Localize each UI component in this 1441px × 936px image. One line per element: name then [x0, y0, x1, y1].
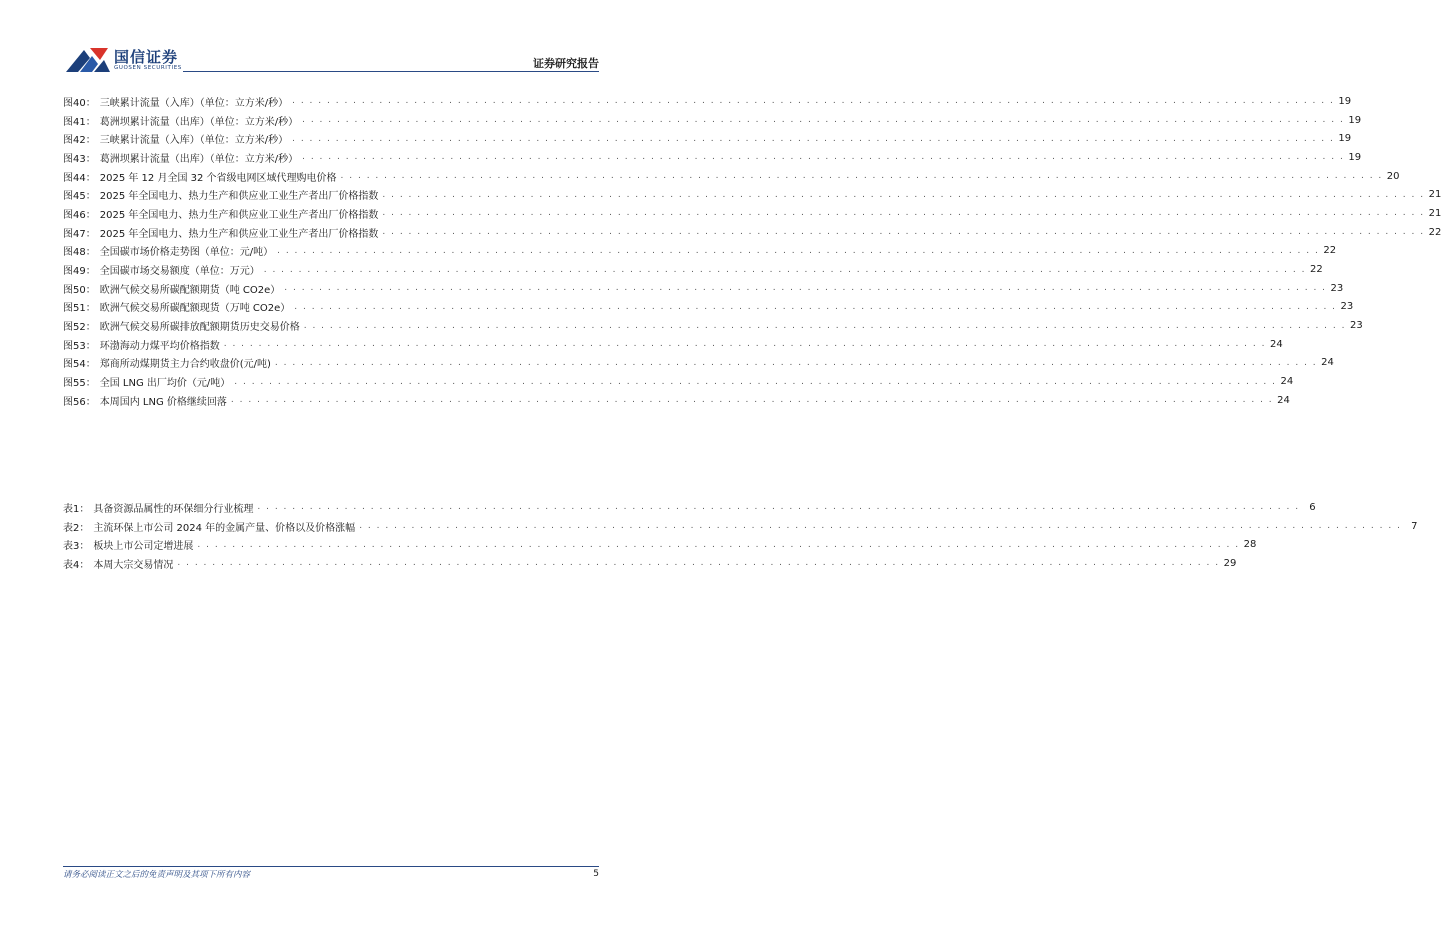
dot-leader: . . . . . . . . . . . . . . . . . . . . . . . . . . . . . . . . . . . . . . . . . . . . . . . . . . . . . . . . . . . . . . . . . . . . . . . . . . . . . . . . . . . . . . . . . . . . . . . . . . . . . . . . . . . . . . . . . . . . . . . . [230, 395, 1274, 406]
figure-entry[interactable] [63, 129, 1352, 148]
figure-entry[interactable] [63, 204, 1441, 223]
table-entry[interactable] [63, 498, 1316, 517]
dot-leader: . . . . . . . . . . . . . . . . . . . . . . . . . . . . . . . . . . . . . . . . . . . . . . . . . . . . . . . . . . . . . . . . . . . . . . . . . . . . . . . . . . . . . . . . . . . . . . . . . . . . . . . . . . . . . . . . . . . . . . . . [359, 521, 1402, 532]
entry-page-number: 24 [1269, 338, 1283, 350]
report-type-label: 证券研究报告 [533, 57, 599, 70]
entry-page-number: 19 [1338, 133, 1352, 145]
figure-entry[interactable] [63, 242, 1337, 261]
entry-page-number: 24 [1280, 376, 1294, 388]
figure-entry[interactable] [63, 111, 1362, 130]
entry-label: 图43： [63, 153, 96, 165]
entry-title: 板块上市公司定增进展 [93, 541, 194, 553]
figure-entry[interactable] [63, 92, 1352, 111]
dot-leader: . . . . . . . . . . . . . . . . . . . . . . . . . . . . . . . . . . . . . . . . . . . . . . . . . . . . . . . . . . . . . . . . . . . . . . . . . . . . . . . . . . . . . . . . . . . . . . . . . . . . . . . . . . . . . . . . . . . . . . . . [223, 339, 1266, 350]
dot-leader: . . . . . . . . . . . . . . . . . . . . . . . . . . . . . . . . . . . . . . . . . . . . . . . . . . . . . . . . . . . . . . . . . . . . . . . . . . . . . . . . . . . . . . . . . . . . . . . . . . . . . . . . . . . . . . . . . . . . . . . . [257, 502, 1300, 513]
entry-label: 图45： [63, 191, 96, 203]
entry-title: 全国碳市场交易额度（单位：万元） [99, 266, 260, 278]
entry-title: 三峡累计流量（入库）（单位：立方米/秒） [99, 135, 289, 147]
entry-title: 2025 年 12 月全国 32 个省级电网区域代理购电价格 [99, 172, 337, 184]
entry-label: 图50： [63, 284, 96, 296]
entry-title: 葛洲坝累计流量（出库）（单位：立方米/秒） [99, 153, 299, 165]
dot-leader: . . . . . . . . . . . . . . . . . . . . . . . . . . . . . . . . . . . . . . . . . . . . . . . . . . . . . . . . . . . . . . . . . . . . . . . . . . . . . . . . . . . . . . . . . . . . . . . . . . . . . . . . . . . . . . . . . . . . . . . . [177, 558, 1220, 569]
entry-title: 本周大宗交易情况 [93, 559, 174, 571]
entry-label: 图52： [63, 322, 96, 334]
entry-title: 郑商所动煤期货主力合约收盘价(元/吨) [99, 359, 271, 371]
dot-leader: . . . . . . . . . . . . . . . . . . . . . . . . . . . . . . . . . . . . . . . . . . . . . . . . . . . . . . . . . . . . . . . . . . . . . . . . . . . . . . . . . . . . . . . . . . . . . . . . . . . . . . . . . . . . . . . . . . . . . . . . [382, 227, 1425, 238]
entry-page-number: 19 [1348, 151, 1362, 163]
table-index [63, 498, 1418, 573]
entry-label: 图51： [63, 303, 96, 315]
entry-title: 2025 年全国电力、热力生产和供应业工业生产者出厂价格指数 [99, 209, 379, 221]
header-divider [183, 71, 599, 72]
entry-title: 本周国内 LNG 价格继续回落 [99, 396, 227, 408]
entry-title: 葛洲坝累计流量（出库）（单位：立方米/秒） [99, 116, 299, 128]
entry-label: 图44： [63, 172, 96, 184]
entry-label: 表3： [63, 541, 90, 553]
entry-page-number: 24 [1321, 357, 1334, 369]
entry-page-number: 21 [1428, 207, 1441, 219]
figure-entry[interactable] [63, 298, 1354, 317]
dot-leader: . . . . . . . . . . . . . . . . . . . . . . . . . . . . . . . . . . . . . . . . . . . . . . . . . . . . . . . . . . . . . . . . . . . . . . . . . . . . . . . . . . . . . . . . . . . . . . . . . . . . . . . . . . . . . . . . . . . . . . . . [263, 264, 1306, 275]
entry-title: 主流环保上市公司 2024 年的金属产量、价格以及价格涨幅 [93, 522, 356, 534]
entry-page-number: 22 [1428, 226, 1441, 238]
figure-entry[interactable] [63, 335, 1283, 354]
entry-label: 表2： [63, 522, 90, 534]
entry-page-number: 22 [1323, 245, 1337, 257]
logo-text-en: GUOSEN SECURITIES [114, 65, 182, 71]
entry-label: 图56： [63, 396, 96, 408]
guosen-logo-icon [64, 44, 112, 76]
entry-label: 图49： [63, 266, 96, 278]
entry-label: 图40： [63, 97, 96, 109]
dot-leader: . . . . . . . . . . . . . . . . . . . . . . . . . . . . . . . . . . . . . . . . . . . . . . . . . . . . . . . . . . . . . . . . . . . . . . . . . . . . . . . . . . . . . . . . . . . . . . . . . . . . . . . . . . . . . . . . . . . . . . . . [292, 133, 1335, 144]
figure-entry[interactable] [63, 148, 1362, 167]
entry-page-number: 28 [1243, 539, 1257, 551]
dot-leader: . . . . . . . . . . . . . . . . . . . . . . . . . . . . . . . . . . . . . . . . . . . . . . . . . . . . . . . . . . . . . . . . . . . . . . . . . . . . . . . . . . . . . . . . . . . . . . . . . . . . . . . . . . . . . . . . . . . . . . . . [197, 539, 1240, 550]
figure-entry[interactable] [63, 167, 1400, 186]
dot-leader: . . . . . . . . . . . . . . . . . . . . . . . . . . . . . . . . . . . . . . . . . . . . . . . . . . . . . . . . . . . . . . . . . . . . . . . . . . . . . . . . . . . . . . . . . . . . . . . . . . . . . . . . . . . . . . . . . . . . . . . . [303, 320, 1346, 331]
entry-label: 图41： [63, 116, 96, 128]
figure-entry[interactable] [63, 316, 1363, 335]
entry-page-number: 23 [1340, 301, 1354, 313]
entry-label: 图47： [63, 228, 96, 240]
dot-leader: . . . . . . . . . . . . . . . . . . . . . . . . . . . . . . . . . . . . . . . . . . . . . . . . . . . . . . . . . . . . . . . . . . . . . . . . . . . . . . . . . . . . . . . . . . . . . . . . . . . . . . . . . . . . . . . . . . . . . . . . [340, 171, 1383, 182]
footer-divider [63, 866, 599, 867]
dot-leader: . . . . . . . . . . . . . . . . . . . . . . . . . . . . . . . . . . . . . . . . . . . . . . . . . . . . . . . . . . . . . . . . . . . . . . . . . . . . . . . . . . . . . . . . . . . . . . . . . . . . . . . . . . . . . . . . . . . . . . . . [382, 189, 1425, 200]
entry-title: 全国碳市场价格走势图（单位：元/吨） [99, 247, 274, 259]
figure-entry[interactable] [63, 223, 1441, 242]
entry-label: 表1： [63, 503, 90, 515]
disclaimer-note: 请务必阅读正文之后的免责声明及其项下所有内容 [63, 870, 251, 880]
entry-label: 图48： [63, 247, 96, 259]
entry-title: 欧洲气候交易所碳配额期货（吨 CO2e） [99, 284, 281, 296]
entry-title: 环渤海动力煤平均价格指数 [99, 340, 220, 352]
entry-title: 2025 年全国电力、热力生产和供应业工业生产者出厂价格指数 [99, 191, 379, 203]
figure-index [63, 92, 1441, 410]
entry-page-number: 21 [1428, 189, 1441, 201]
dot-leader: . . . . . . . . . . . . . . . . . . . . . . . . . . . . . . . . . . . . . . . . . . . . . . . . . . . . . . . . . . . . . . . . . . . . . . . . . . . . . . . . . . . . . . . . . . . . . . . . . . . . . . . . . . . . . . . . . . . . . . . . [234, 376, 1277, 387]
entry-title: 全国 LNG 出厂均价（元/吨） [99, 378, 231, 390]
dot-leader: . . . . . . . . . . . . . . . . . . . . . . . . . . . . . . . . . . . . . . . . . . . . . . . . . . . . . . . . . . . . . . . . . . . . . . . . . . . . . . . . . . . . . . . . . . . . . . . . . . . . . . . . . . . . . . . . . . . . . . . . [294, 301, 1337, 312]
figure-entry[interactable] [63, 185, 1441, 204]
dot-leader: . . . . . . . . . . . . . . . . . . . . . . . . . . . . . . . . . . . . . . . . . . . . . . . . . . . . . . . . . . . . . . . . . . . . . . . . . . . . . . . . . . . . . . . . . . . . . . . . . . . . . . . . . . . . . . . . . . . . . . . . [302, 115, 1345, 126]
entry-title: 欧洲气候交易所碳配额现货（万吨 CO2e） [99, 303, 291, 315]
entry-page-number: 7 [1411, 520, 1418, 532]
entry-page-number: 19 [1348, 114, 1362, 126]
figure-entry[interactable] [63, 260, 1323, 279]
table-entry[interactable] [63, 535, 1257, 554]
dot-leader: . . . . . . . . . . . . . . . . . . . . . . . . . . . . . . . . . . . . . . . . . . . . . . . . . . . . . . . . . . . . . . . . . . . . . . . . . . . . . . . . . . . . . . . . . . . . . . . . . . . . . . . . . . . . . . . . . . . . . . . . [274, 357, 1318, 368]
dot-leader: . . . . . . . . . . . . . . . . . . . . . . . . . . . . . . . . . . . . . . . . . . . . . . . . . . . . . . . . . . . . . . . . . . . . . . . . . . . . . . . . . . . . . . . . . . . . . . . . . . . . . . . . . . . . . . . . . . . . . . . . [277, 245, 1320, 256]
entry-label: 表4： [63, 559, 90, 571]
figure-entry[interactable] [63, 391, 1290, 410]
figure-entry[interactable] [63, 372, 1294, 391]
entry-label: 图54： [63, 359, 96, 371]
logo-text-cn: 国信证券 [114, 48, 179, 66]
entry-label: 图46： [63, 209, 96, 221]
page-header [0, 0, 662, 80]
entry-title: 三峡累计流量（入库）（单位：立方米/秒） [99, 97, 289, 109]
dot-leader: . . . . . . . . . . . . . . . . . . . . . . . . . . . . . . . . . . . . . . . . . . . . . . . . . . . . . . . . . . . . . . . . . . . . . . . . . . . . . . . . . . . . . . . . . . . . . . . . . . . . . . . . . . . . . . . . . . . . . . . . [284, 283, 1327, 294]
entry-title: 欧洲气候交易所碳排放配额期货历史交易价格 [99, 322, 300, 334]
figure-entry[interactable] [63, 354, 1334, 373]
entry-page-number: 23 [1349, 320, 1363, 332]
entry-title: 具备资源品属性的环保细分行业梳理 [93, 503, 254, 515]
entry-page-number: 24 [1277, 394, 1290, 406]
table-entry[interactable] [63, 554, 1237, 573]
entry-page-number: 19 [1338, 95, 1352, 107]
entry-page-number: 20 [1386, 170, 1400, 182]
dot-leader: . . . . . . . . . . . . . . . . . . . . . . . . . . . . . . . . . . . . . . . . . . . . . . . . . . . . . . . . . . . . . . . . . . . . . . . . . . . . . . . . . . . . . . . . . . . . . . . . . . . . . . . . . . . . . . . . . . . . . . . . [382, 208, 1425, 219]
table-entry[interactable] [63, 517, 1418, 536]
entry-label: 图55： [63, 378, 96, 390]
figure-entry[interactable] [63, 279, 1344, 298]
entry-label: 图53： [63, 340, 96, 352]
dot-leader: . . . . . . . . . . . . . . . . . . . . . . . . . . . . . . . . . . . . . . . . . . . . . . . . . . . . . . . . . . . . . . . . . . . . . . . . . . . . . . . . . . . . . . . . . . . . . . . . . . . . . . . . . . . . . . . . . . . . . . . . [292, 96, 1335, 107]
entry-page-number: 6 [1309, 501, 1316, 513]
guosen-logo [64, 44, 184, 78]
page-number: 5 [593, 869, 599, 879]
entry-page-number: 23 [1330, 282, 1344, 294]
dot-leader: . . . . . . . . . . . . . . . . . . . . . . . . . . . . . . . . . . . . . . . . . . . . . . . . . . . . . . . . . . . . . . . . . . . . . . . . . . . . . . . . . . . . . . . . . . . . . . . . . . . . . . . . . . . . . . . . . . . . . . . . [302, 152, 1345, 163]
entry-page-number: 29 [1223, 557, 1237, 569]
entry-page-number: 22 [1309, 264, 1323, 276]
entry-label: 图42： [63, 135, 96, 147]
entry-title: 2025 年全国电力、热力生产和供应业工业生产者出厂价格指数 [99, 228, 379, 240]
